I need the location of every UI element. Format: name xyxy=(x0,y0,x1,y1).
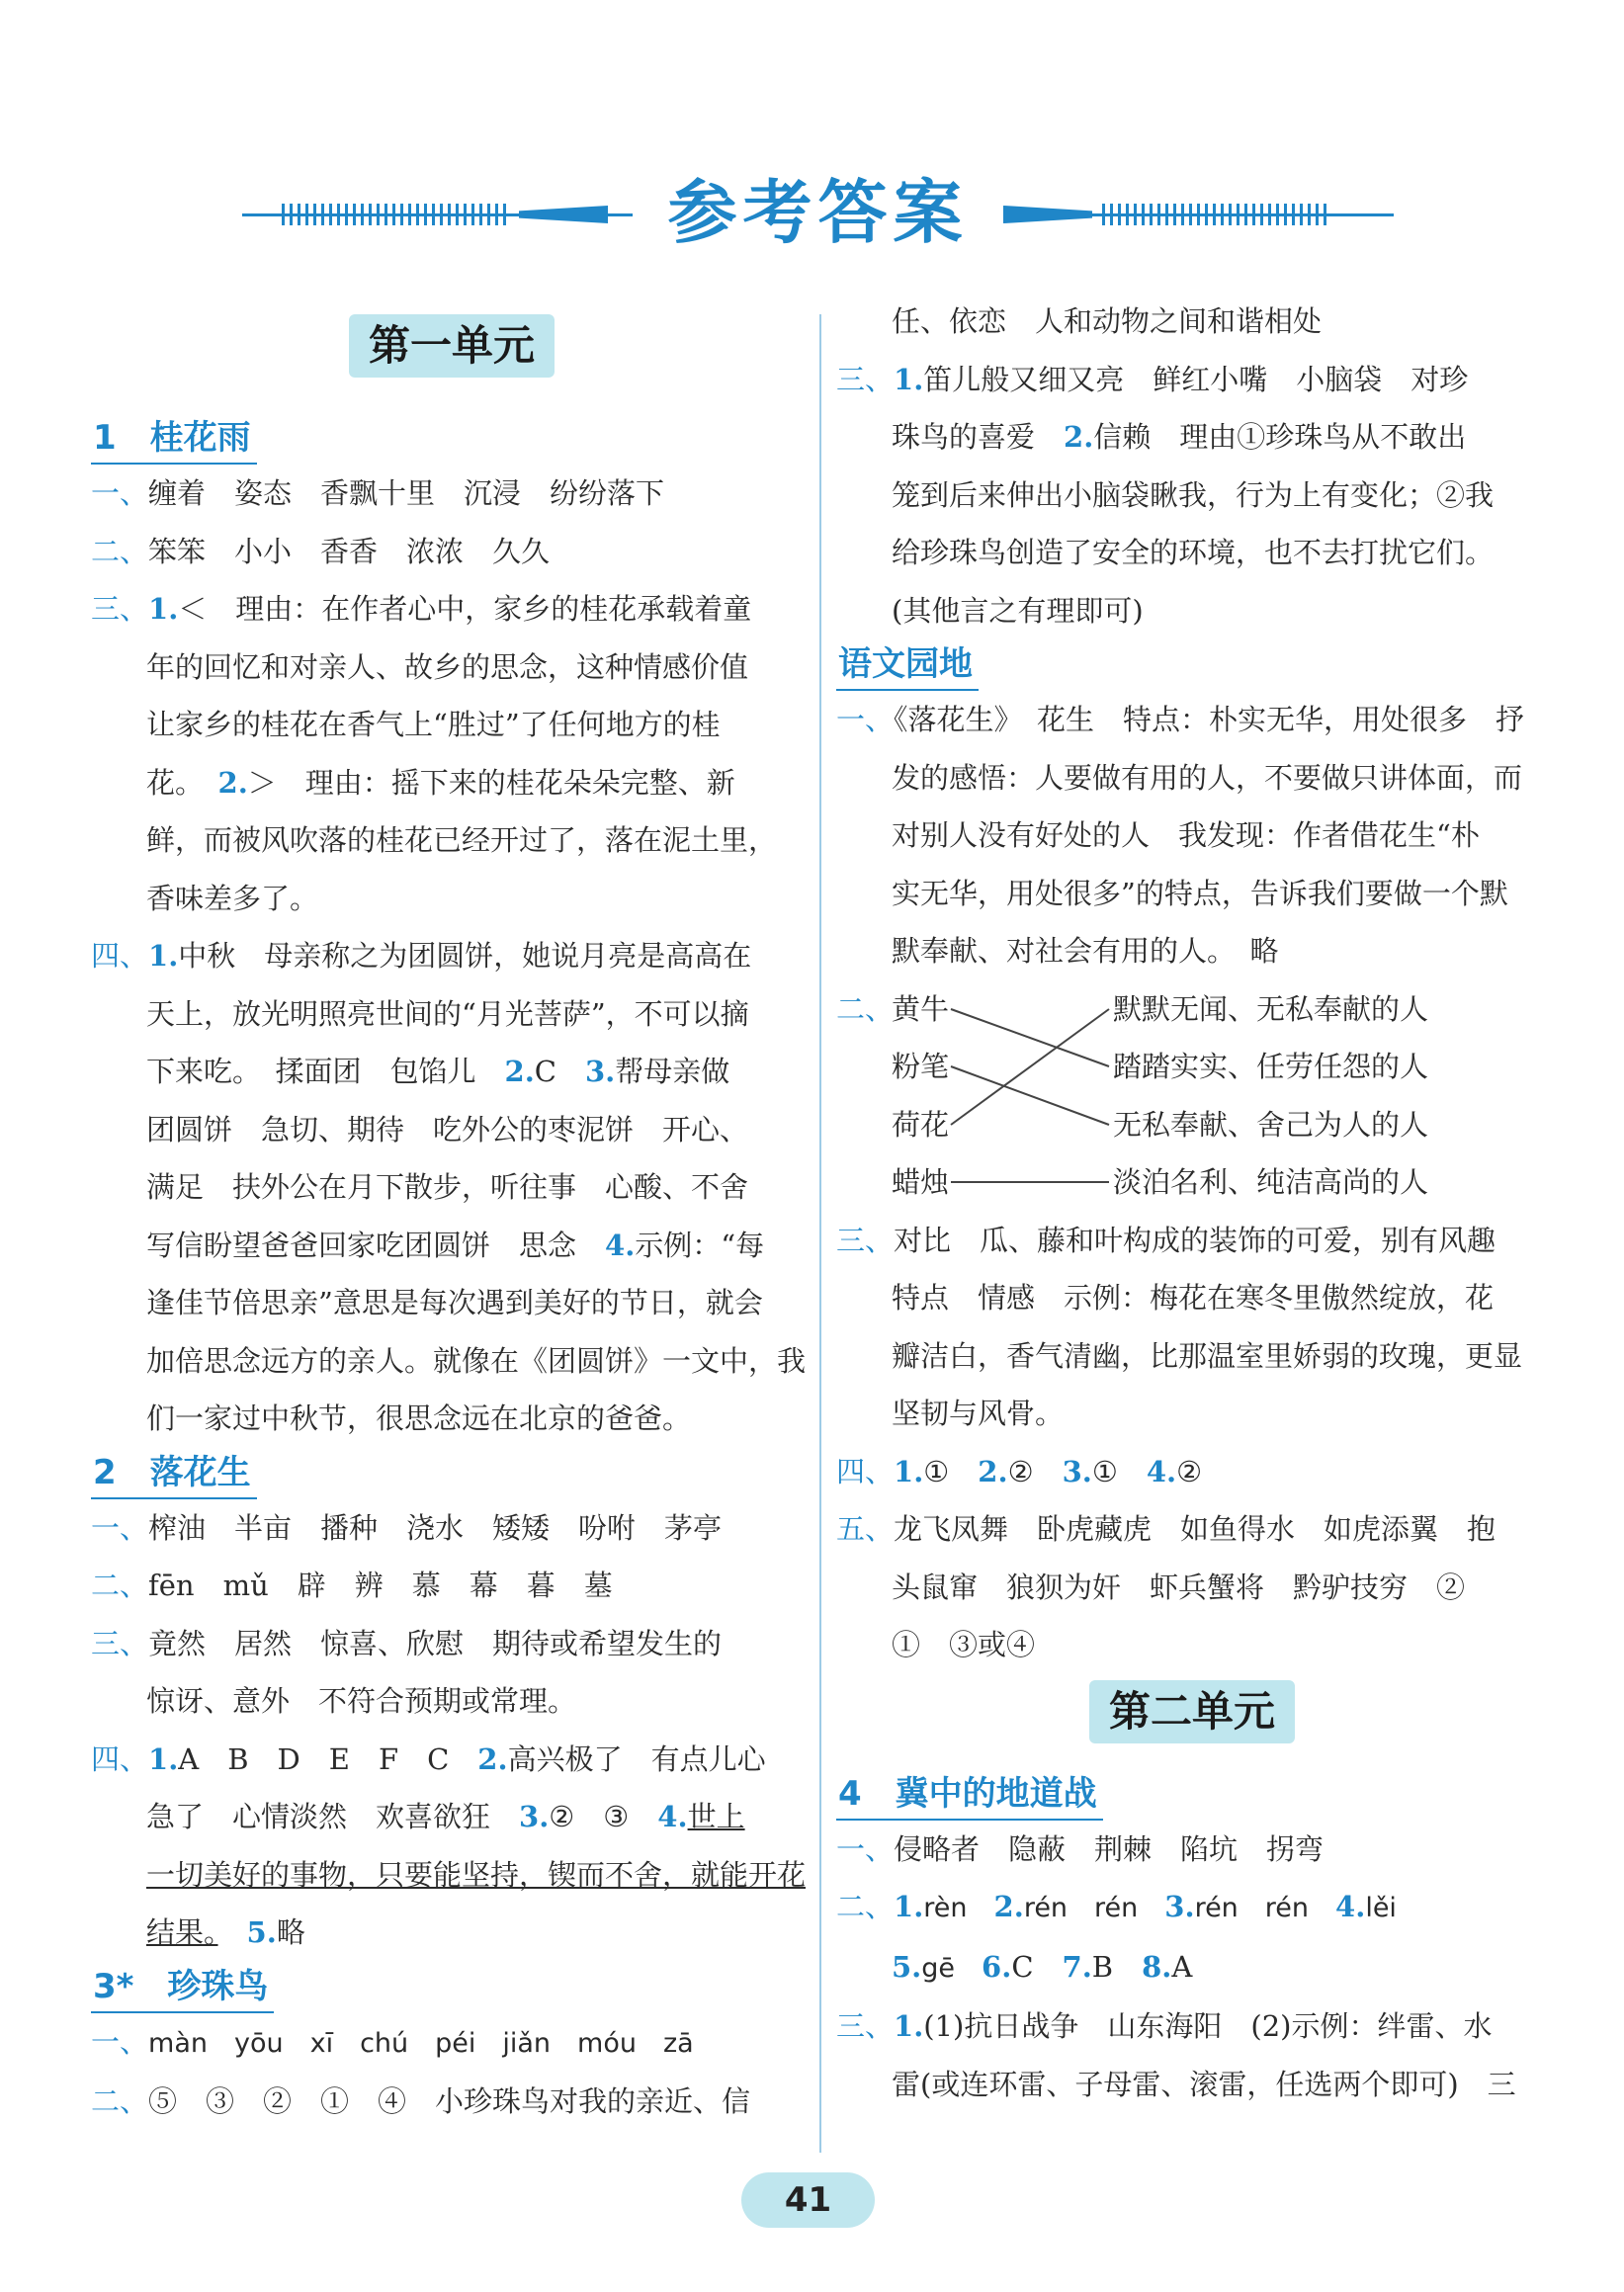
match-left-item: 荷花 xyxy=(892,1107,950,1142)
answer-line: 一、《落花生》 花生 特点：朴实无华，用处很多 抒 xyxy=(836,703,1525,736)
answer-line: 笼到后来伸出小脑袋瞅我，行为上有变化；②我 xyxy=(892,477,1495,512)
answer-line: 写信盼望爸爸回家吃团圆饼 思念 4.示例：“每 xyxy=(146,1228,765,1262)
match-line xyxy=(951,1009,1109,1066)
answer-line: 二、1.rèn 2.rén rén 3.rén rén 4.lěi xyxy=(836,1890,1397,1923)
column-divider xyxy=(819,314,821,2153)
answer-line: 头鼠窜 狼狈为奸 虾兵蟹将 黔驴技穷 ② xyxy=(892,1570,1466,1604)
match-right-item: 默默无闻、无私奉献的人 xyxy=(1113,991,1429,1026)
section-heading: 2 落花生 xyxy=(91,1448,257,1499)
answer-line: 香味差多了。 xyxy=(146,881,319,915)
answer-line: ① ③或④ xyxy=(892,1628,1036,1661)
match-right-item: 淡泊名利、纯洁高尚的人 xyxy=(1113,1164,1429,1199)
answer-line: 给珍珠鸟创造了安全的环境，也不去打扰它们。 xyxy=(892,536,1495,569)
section-heading: 3* 珍珠鸟 xyxy=(91,1962,274,2013)
answer-line: 特点 情感 示例：梅花在寒冬里傲然绽放，花 xyxy=(892,1281,1495,1315)
page-number: 41 xyxy=(741,2172,875,2228)
answer-line: 一、榨油 半亩 播种 浇水 矮矮 吩咐 茅亭 xyxy=(91,1510,723,1545)
section-heading: 4 冀中的地道战 xyxy=(836,1769,1103,1821)
header-deco-right xyxy=(1003,204,1394,225)
match-line xyxy=(951,1066,1109,1125)
answer-line: 天上，放光明照亮世间的“月光菩萨”，不可以摘 xyxy=(146,996,749,1031)
answer-line: 下来吃。 揉面团 包馅儿 2.C 3.帮母亲做 xyxy=(146,1055,730,1088)
answer-line: 一、侵略者 隐蔽 荆棘 陷坑 拐弯 xyxy=(836,1831,1325,1866)
match-right-item: 踏踏实实、任劳任怨的人 xyxy=(1113,1049,1429,1083)
answer-line: 急了 心情淡然 欢喜欲狂 3.② ③ 4.世上 xyxy=(146,1800,745,1833)
answer-line: 三、1.＜ 理由：在作者心中，家乡的桂花承载着童 xyxy=(91,592,752,626)
answer-line: 发的感悟：人要做有用的人，不要做只讲体面，而 xyxy=(892,760,1523,795)
answer-line: 一切美好的事物，只要能坚持，锲而不舍，就能开花 xyxy=(146,1857,807,1892)
answer-line: 四、1.① 2.② 3.① 4.② xyxy=(836,1454,1203,1488)
answer-line: 一、màn yōu xī chú péi jiǎn móu zā xyxy=(91,2024,694,2059)
section-heading: 语文园地 xyxy=(836,639,979,691)
answer-line: 惊讶、意外 不符合预期或常理。 xyxy=(146,1684,577,1718)
left-column xyxy=(91,314,812,2131)
answer-line: 三、竟然 居然 惊喜、欣慰 期待或希望发生的 xyxy=(91,1626,723,1660)
answer-line: 珠鸟的喜爱 2.信赖 理由①珍珠鸟从不敢出 xyxy=(892,420,1467,454)
unit-heading: 第一单元 xyxy=(349,314,555,378)
answer-line: 任、依恋 人和动物之间和谐相处 xyxy=(892,304,1323,338)
right-column xyxy=(836,304,1548,2113)
answer-line: 四、1.A B D E F C 2.高兴极了 有点儿心 xyxy=(91,1741,766,1776)
answer-line: 三、1.笛儿般又细又亮 鲜红小嘴 小脑袋 对珍 xyxy=(836,362,1469,396)
answer-line: 实无华，用处很多”的特点，告诉我们要做一个默 xyxy=(892,876,1508,910)
answer-line: 二、⑤ ③ ② ① ④ 小珍珠鸟对我的亲近、信 xyxy=(91,2084,751,2118)
match-left-item: 蜡烛 xyxy=(892,1164,950,1199)
answer-line: 团圆饼 急切、期待 吃外公的枣泥饼 开心、 xyxy=(146,1112,749,1146)
match-right-item: 无私奉献、舍己为人的人 xyxy=(1113,1107,1429,1142)
page-title: 参考答案 xyxy=(667,171,969,253)
answer-line: 默奉献、对社会有用的人。 略 xyxy=(892,934,1279,968)
question-number: 二、 xyxy=(836,991,895,1026)
matching-exercise xyxy=(836,980,1548,1212)
answer-line: 5.gē 6.C 7.B 8.A xyxy=(892,1949,1193,1984)
answer-line: 让家乡的桂花在香气上“胜过”了任何地方的桂 xyxy=(146,708,721,741)
answer-line: 年的回忆和对亲人、故乡的思念，这种情感价值 xyxy=(146,649,749,684)
unit-heading: 第二单元 xyxy=(1089,1680,1295,1743)
answer-line: 鲜，而被风吹落的桂花已经开过了，落在泥土里， xyxy=(146,823,778,857)
answer-line: 坚韧与风骨。 xyxy=(892,1397,1065,1430)
answer-line: 一、缠着 姿态 香飘十里 沉浸 纷纷落下 xyxy=(91,476,665,510)
match-line xyxy=(951,1009,1109,1125)
answer-line: 们一家过中秋节，很思念远在北京的爸爸。 xyxy=(146,1401,692,1435)
answer-line: (其他言之有理即可) xyxy=(892,593,1144,628)
answer-line: 花。 2.＞ 理由：摇下来的桂花朵朵完整、新 xyxy=(146,765,735,800)
answer-line: 对别人没有好处的人 我发现：作者借花生“朴 xyxy=(892,818,1480,852)
answer-line: 三、对比 瓜、藤和叶构成的装饰的可爱，别有风趣 xyxy=(836,1223,1496,1257)
section-heading: 1 桂花雨 xyxy=(91,413,257,465)
answer-line: 逢佳节倍思亲”意思是每次遇到美好的节日，就会 xyxy=(146,1286,763,1319)
answer-line: 三、1.(1)抗日战争 山东海阳 (2)示例：绊雷、水 xyxy=(836,2009,1493,2043)
answer-line: 二、笨笨 小小 香香 浓浓 久久 xyxy=(91,534,551,568)
header-deco-left xyxy=(242,204,633,225)
answer-line: 瓣洁白，香气清幽，比那温室里娇弱的玫瑰，更显 xyxy=(892,1338,1523,1373)
match-left-item: 黄牛 xyxy=(892,991,950,1026)
answer-line: 满足 扶外公在月下散步，听往事 心酸、不舍 xyxy=(146,1170,749,1204)
answer-line: 加倍思念远方的亲人。就像在《团圆饼》一文中，我 xyxy=(146,1343,807,1378)
answer-line: 雷(或连环雷、子母雷、滚雷，任选两个即可) 三 xyxy=(892,2067,1516,2101)
answer-line: 四、1.中秋 母亲称之为团圆饼，她说月亮是高高在 xyxy=(91,939,752,973)
answer-line: 二、fēn mǔ 辟 辨 慕 幕 暮 墓 xyxy=(91,1569,613,1602)
matching-lines xyxy=(836,980,1528,1212)
answer-line: 结果。 5.略 xyxy=(146,1915,305,1949)
match-left-item: 粉笔 xyxy=(892,1049,950,1083)
answer-line: 五、龙飞凤舞 卧虎藏虎 如鱼得水 如虎添翼 抱 xyxy=(836,1512,1496,1546)
page-header xyxy=(0,138,1624,267)
